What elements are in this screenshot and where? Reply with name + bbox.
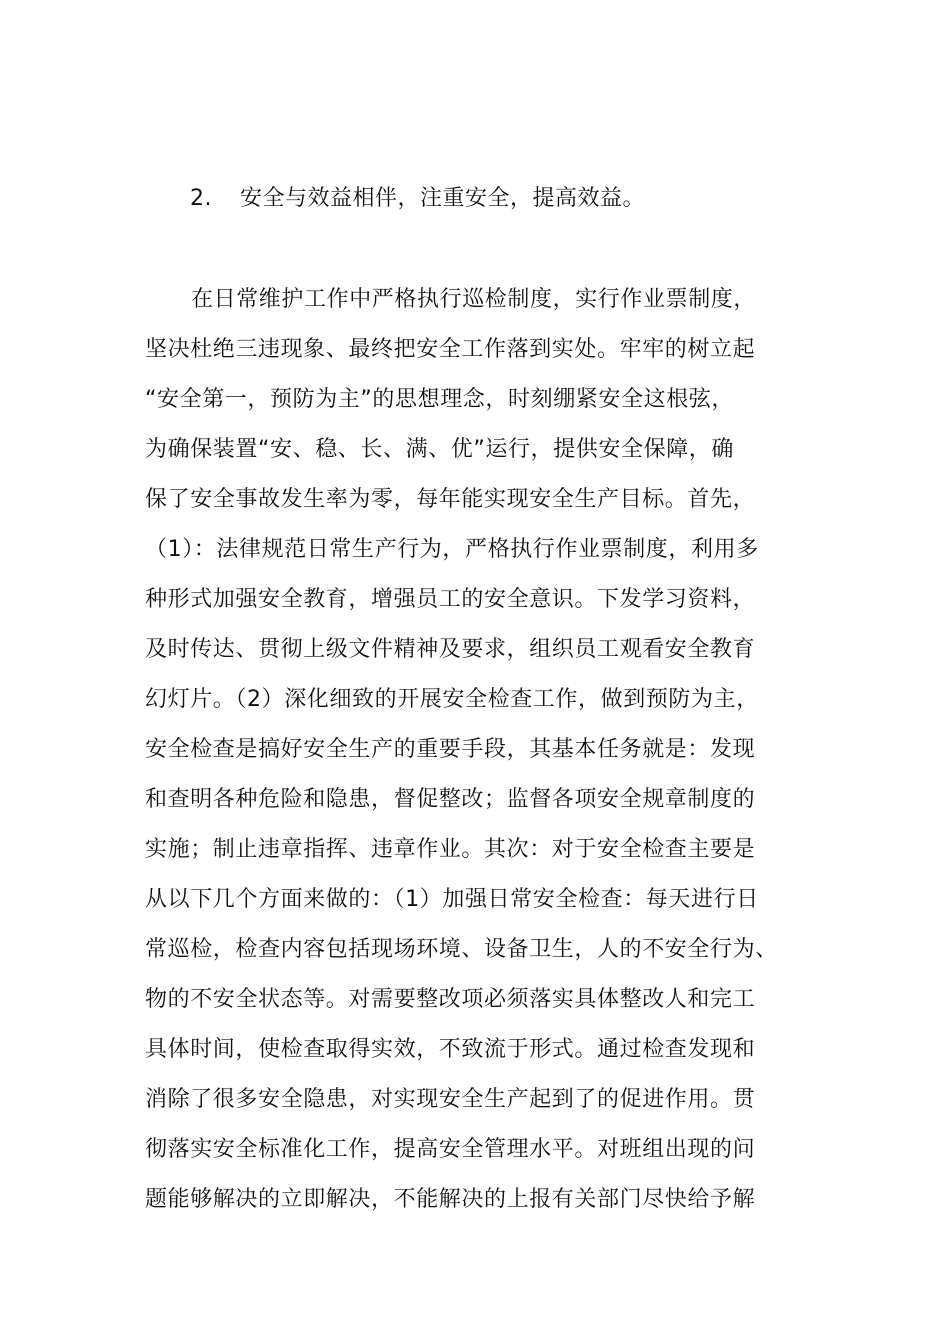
- section-heading: [190, 183, 645, 215]
- paragraph-line: 具体时间，使检查取得实效，不致流于形式。通过检查发现和: [145, 1037, 756, 1062]
- paragraph-line: 题能够解决的立即解决，不能解决的上报有关部门尽快给予解: [145, 1187, 756, 1212]
- paragraph-line: 幻灯片。（2）深化细致的开展安全检查工作，做到预防为主，: [145, 687, 759, 712]
- paragraph-line: 种形式加强安全教育，增强员工的安全意识。下发学习资料，: [145, 587, 756, 612]
- paragraph-line: 常巡检，检查内容包括现场环境、设备卫生，人的不安全行为、: [145, 937, 778, 962]
- paragraph-line: 物的不安全状态等。对需要整改项必须落实具体整改人和完工: [145, 987, 756, 1012]
- paragraph-line: 实施；制止违章指挥、违章作业。其次：对于安全检查主要是: [145, 837, 756, 862]
- paragraph-line: 从以下几个方面来做的：（1）加强日常安全检查：每天进行日: [145, 887, 759, 912]
- paragraph-line: 和查明各种危险和隐患，督促整改；监督各项安全规章制度的: [145, 787, 756, 812]
- paragraph-line: 保了安全事故发生率为零，每年能实现安全生产目标。首先，: [145, 487, 756, 512]
- paragraph-line: 安全检查是搞好安全生产的重要手段，其基本任务就是：发现: [145, 737, 756, 762]
- paragraph-line: “安全第一，预防为主”的思想理念，时刻绷紧安全这根弦，: [145, 387, 734, 412]
- heading-number: 2.: [190, 186, 212, 211]
- paragraph-line: （1）：法律规范日常生产行为，严格执行作业票制度，利用多: [145, 537, 759, 562]
- body-paragraph: [145, 284, 835, 1234]
- paragraph-line: 在日常维护工作中严格执行巡检制度，实行作业票制度，: [191, 287, 757, 312]
- paragraph-line: 坚决杜绝三违现象、最终把安全工作落到实处。牢牢的树立起: [145, 337, 756, 362]
- heading-text: 安全与效益相伴，注重安全，提高效益。: [240, 186, 646, 211]
- paragraph-line: 彻落实安全标准化工作，提高安全管理水平。对班组出现的问: [145, 1137, 756, 1162]
- paragraph-line: 消除了很多安全隐患，对实现安全生产起到了的促进作用。贯: [145, 1087, 756, 1112]
- paragraph-line: 及时传达、贯彻上级文件精神及要求，组织员工观看安全教育: [145, 637, 756, 662]
- paragraph-line: 为确保装置“安、稳、长、满、优”运行，提供安全保障，确: [145, 437, 734, 462]
